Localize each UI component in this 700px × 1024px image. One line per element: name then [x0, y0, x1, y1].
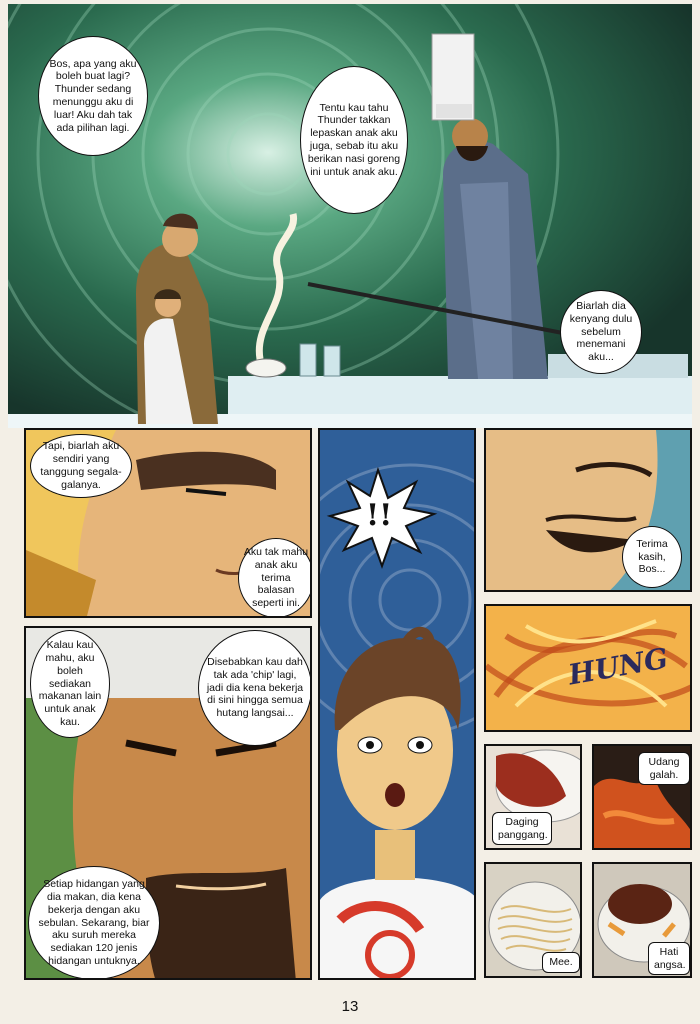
speech-bubble-chef-debt: Disebabkan kau dah tak ada 'chip' lagi, jadi dia kena bekerja di sini hingga semua hutang langsai...	[198, 630, 312, 746]
panel-food-hati	[592, 862, 692, 978]
boy-shocked-art	[320, 430, 476, 980]
sfx-hung: HUNG	[565, 641, 671, 692]
panel-boy-shocked	[318, 428, 476, 980]
panel-food-daging	[484, 744, 582, 850]
panel-chef-closeup	[24, 626, 312, 980]
panel-chef-profile	[484, 428, 692, 592]
page-number: 13	[341, 998, 359, 1015]
caption-mee: Mee.	[542, 952, 580, 973]
panel-food-mee	[484, 862, 582, 978]
panel-chef-scene	[8, 4, 692, 428]
speech-bubble-father-last-meal: Biarlah dia kenyang dulu sebelum menemani aku...	[560, 290, 642, 374]
panel-father-closeup	[24, 428, 312, 618]
speech-bubble-father-responsibility: Tapi, biarlah aku sendiri yang tanggung segala-galanya.	[30, 434, 132, 498]
speech-bubble-thanks: Terima kasih, Bos...	[622, 526, 682, 588]
caption-udang: Udang galah.	[638, 752, 690, 785]
speech-bubble-father-no-retribution: Aku tak mahu anak aku terima balasan seperti ini.	[238, 538, 312, 618]
speech-bubble-chef-terms: Setiap hidangan yang dia makan, dia kena bekerja dengan aku sebulan. Sekarang, biar aku suruh mereka sediakan 120 jenis hidangan untuknya.	[28, 866, 160, 980]
speech-bubble-chef-offer: Kalau kau mahu, aku boleh sediakan makanan lain untuk anak kau.	[30, 630, 110, 738]
caption-hati: Hati angsa.	[648, 942, 690, 975]
sfx-exclamation: !!	[366, 498, 393, 533]
panel-food-udang	[592, 744, 692, 850]
speech-bubble-father-reason: Tentu kau tahu Thunder takkan lepaskan anak aku juga, sebab itu aku berikan nasi goreng ini untuk anak aku.	[300, 66, 408, 214]
caption-daging: Daging panggang.	[492, 812, 552, 845]
panel-flame-sfx	[484, 604, 692, 732]
speech-bubble-father-plea: Bos, apa yang aku boleh buat lagi? Thunder sedang menunggu aku di luar! Aku dah tak ada pilihan lagi.	[38, 36, 148, 156]
